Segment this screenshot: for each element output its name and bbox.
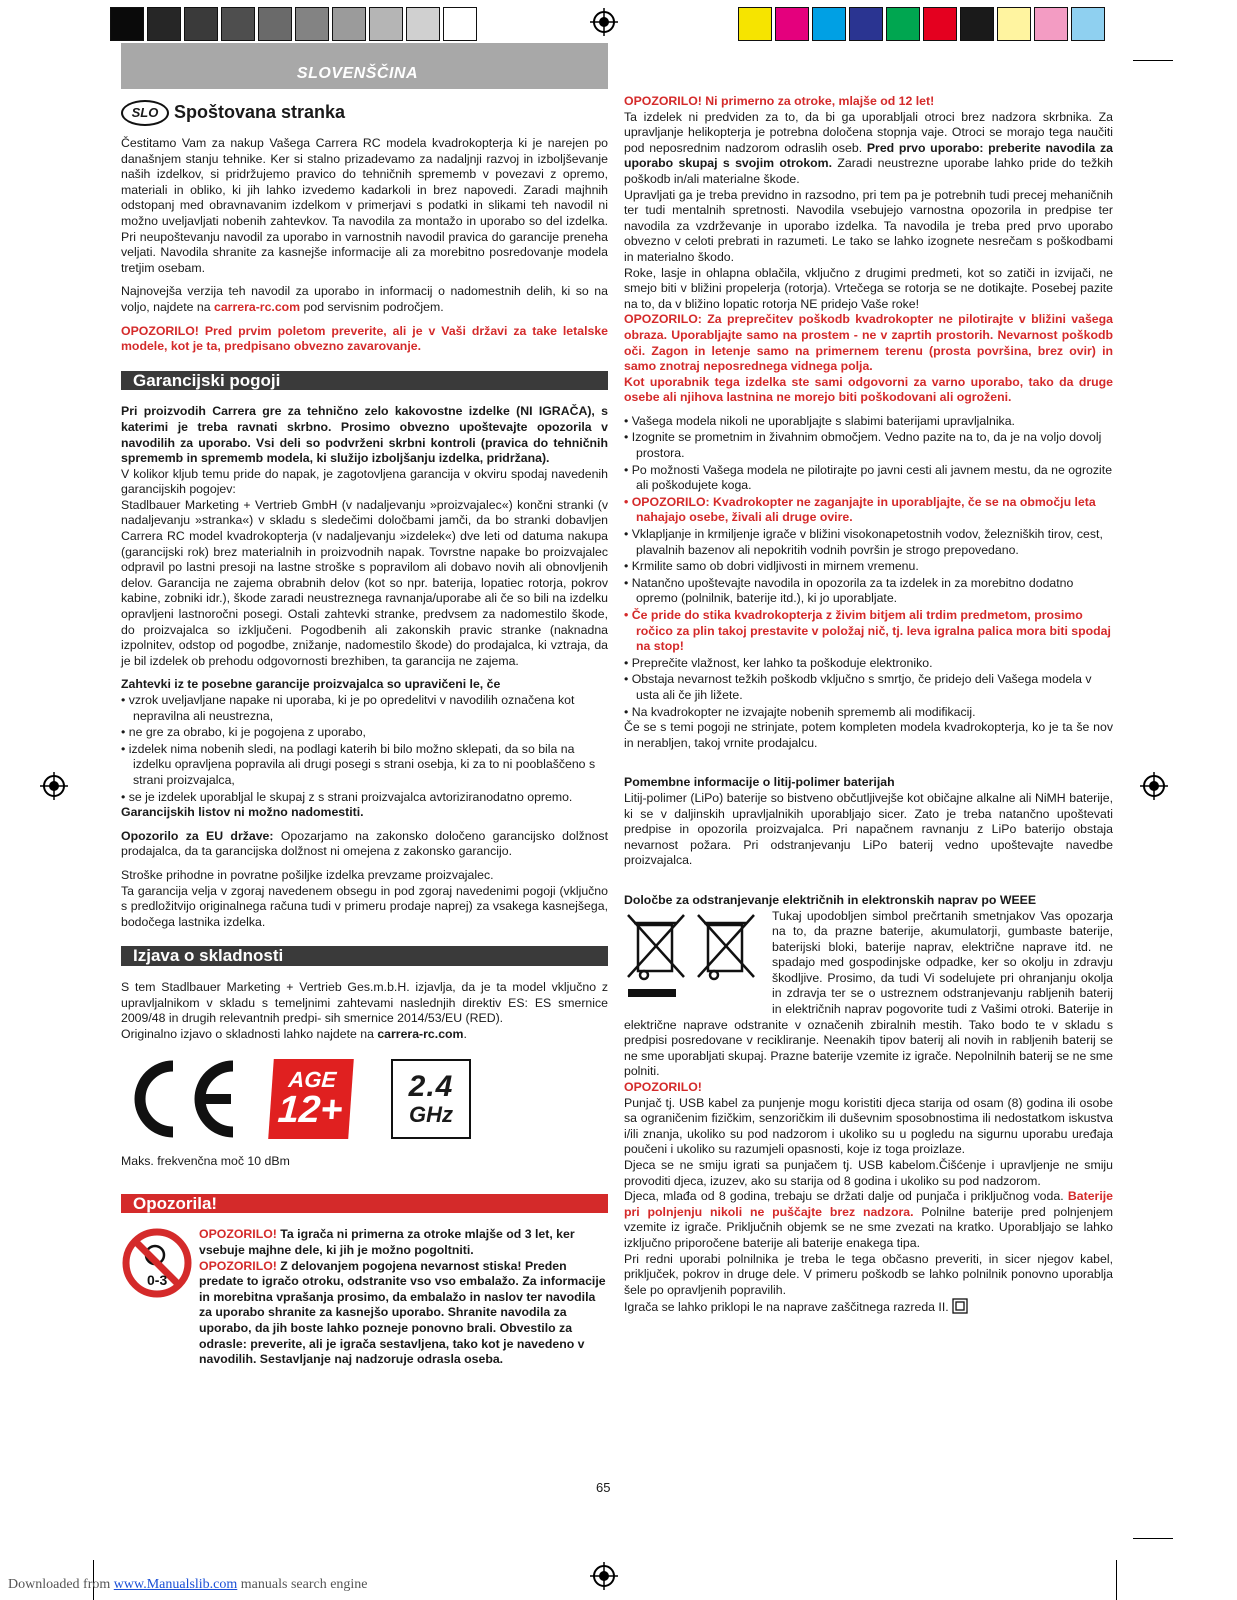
guarantee-paragraph-2: Stadlbauer Marketing + Vertrieb GmbH (v nadaljevanju »proizvajalec«) končni stranki (v nadaljevanju »stranka«) v skladu s sledečimi določbami jamči, da bo stranki dobavljen Carrera RC model kvadrokopterja (v nadaljevanju »izdelek«) dve leti od datuma nakupa (garancijski rok) brez materialnih in proizvodnih napak. Tovrstne napake bo proizvajalec odpravil po lastni presoji na lastne stroške s popravilom ali dobavo novih ali obnovljenih delov. Garancija ne zajema obrabnih delov (kot so npr. baterija, lopatiec rotorja, pokrov kabine, zobniki idr.), škode zaradi neustreznega ravnanja/uporabe ali če so bili na izdelku opravljeni lastnoročni posegi. Ostali zahtevki stranke, predvsem za nadomestilo škode, do proizvajalca so izključeni. Pogodbenih ali zakonskih pravic stranke (naknadna izpolnitev, odstop od pogodbe, znižanje, nadomestilo škode) do prodajalca, ki vztraja, da je bil izdelek ob prehodu odgovornosti brezhiben, ta garancija ne zajema.: [121, 497, 608, 668]
color-swatch: [923, 7, 957, 41]
protection-class-paragraph: Igrača se lahko priklopi le na naprave zaščitnega razreda II.: [624, 1298, 1113, 1316]
left-column: [121, 94, 608, 1368]
color-swatch: [184, 7, 218, 41]
flight-insurance-warning: OPOZORILO! Pred prvim poletom preverite, ali je v Vaši državi za take letalske modele, kot je ta, predpisano obvezno zavarovanje.: [121, 323, 608, 354]
max-power-note: Maks. frekvenčna moč 10 dBm: [121, 1154, 290, 1169]
warnings-heading: Opozorila!: [121, 1194, 608, 1214]
charger-paragraph-2: Djeca se ne smiju igrati sa punjačem tj. USB kabelom.Čišćenje i upravljenje ne smiju provoditi djeca, izuzev, ako su starija od 8 godina i ukoliko su pod nadzorom.: [624, 1158, 1113, 1188]
carrera-link[interactable]: carrera-rc.com: [213, 299, 301, 314]
list-item: • Preprečite vlažnost, ker lahko ta poškoduje elektroniko.: [624, 656, 1113, 672]
charger-paragraph-3: Djeca, mlađa od 8 godina, trebaju se držati dalje od punjača i priključnog voda. Baterije pri polnjenju nikoli ne puščajte brez nadzora. Polnilne baterije pred polnjenjem vzemite iz igrače. Priključnih objemk se ne sme zvezati na kratko. Uporabljajo se lahko izključno priporočene baterije ali baterije enakega tipa.: [624, 1189, 1113, 1250]
guarantee-paragraph-1: V kolikor kljub temu pride do napak, je zagotovljena garancija v okviru spodaj navedenih garancijskih pogojev:: [121, 466, 608, 497]
right-column: [624, 94, 1113, 1316]
language-band: [121, 43, 608, 89]
warn-12-paragraph-1: Ta izdelek ni predviden za to, da bi ga uporabljali otroci brez nadzora skrbnika. Za upravljanje helikopterja je potrebna določena stopnja vaje. Otroci se morajo tega naučiti pod neposrednim nadzorom odraslih oseb. Pred prvo uporabo: preberite navodila za uporabo skupaj s svojim otrokom. Zaradi neustrezne uporabe lahko pride do težkih poškodb in/ali materialne škode.: [624, 109, 1113, 186]
registration-mark-icon: [1140, 772, 1168, 800]
registration-mark-icon: [590, 8, 618, 36]
list-item: • Vašega modela nikoli ne uporabljajte s slabimi baterijami upravljalnika.: [624, 414, 1113, 430]
list-item: • izdelek nima nobenih sledi, na podlagi katerih bi bilo možno sklepati, da so bila na izdelku opravljena popravila ali drugi posegi s strani osebja, ki za to ni pooblaščeno s strani proizvajalca,: [121, 742, 608, 789]
list-item: • Na kvadrokopter ne izvajajte nobenih sprememb ali modifikacij.: [624, 705, 1113, 721]
warn-12-heading: OPOZORILO! Ni primerno za otroke, mlajše od 12 let!: [624, 94, 935, 108]
intro-paragraph: Čestitamo Vam za nakup Vašega Carrera RC modela kvadrokopterja ki je narejen po današnjem stanju tehnike. Ker si stalno prizadevamo za nadaljnji razvoj in izboljševanje naših izdelkov, si pridržujemo pravico do tehničnih sprememb v povezavi z opremo, materiali in obliko, ki jih lahko izvedemo kadarkoli in brez napovedi. Zaradi majhnih odstopanj med obravnavanim izdelkom v primerjavi s podatki in slikami teh navodil ni možno uveljavljati nobenih zahtevkov. Ta navodila za montažo in uporabo so del izdelka. Pri neupoštevanju navodil za uporabo in varnostnih navodil pravica do garancije preneha veljati. Navodila shranite za kasnejše informacije ali za morebitno posredovanje modela tretjim osebam.: [121, 136, 608, 275]
list-item: • Po možnosti Vašega modela ne pilotirajte po javni cesti ali javnem mestu, da ne ogrozite ali poškodujete koga.: [624, 463, 1113, 494]
safety-bullets: [624, 414, 1113, 720]
no-replacement-note: Garancijskih listov ni možno nadomestiti.: [121, 805, 364, 820]
color-swatch: [812, 7, 846, 41]
color-swatch: [886, 7, 920, 41]
warn-12-paragraph-2: Upravljati ga je treba previdno in razsodno, pri tem pa je potrebnih tudi precej mehaničnih ter tudi mentalnih spretnosti. Navodila vsebujejo varnostna opozorila in predpise ter navodila za vzdrževanje in uporabo izdelka. Ta navodila je treba pred prvo uporabo obvezno v celoti prebrati in razumeti. Le tako se lahko izognete nesrečam s poškodbami in materialno škodo.: [624, 187, 1113, 264]
guarantee-bold-paragraph: Pri proizvodih Carrera gre za tehnično zelo kakovostne izdelke (NI IGRAČA), s katerimi je treba ravnati skrbno. Prosimo obvezno upoštevajte opozorila v navodilih za uporabo. Vsi deli so podvrženi skrbni kontroli (pravica do tehničnih sprememb in sprememb modela, ki služijo izboljšanju izdelka, pridržana).: [121, 404, 608, 466]
color-swatch: [258, 7, 292, 41]
color-swatch: [849, 7, 883, 41]
list-item: • vzrok uveljavljane napake ni uporaba, ki je po opredelitvi v navodilih označena kot nepravilna ali neustrezna,: [121, 693, 608, 724]
color-swatch: [738, 7, 772, 41]
list-item: • ne gre za obrabo, ki je pogojena z uporabo,: [121, 725, 608, 741]
manualslib-link[interactable]: www.Manualslib.com: [113, 1577, 238, 1592]
crop-mark: [1133, 60, 1173, 61]
warning-text: OPOZORILO! Ta igrača ni primerna za otroke mlajše od 3 let, ker vsebuje majhne dele, ki jih je možno pogoltniti. OPOZORILO! Z delovanjem pogojena nevarnost stiska! Preden predate to igračo otroku, odstranite vso vso embalažo. Za informacije in morebitna vprašanja prosimo, da embalažo in naslov ter navodila za uporabo shranite za kasnejšo uporabo. Shranite navodila za uporabo, da jih boste lahko pozneje ponovno brali. Obvestilo za odrasle: preverite, ali je igrača sestavljena, tako kot je navedeno v navodilih. Sestavljanje naj nadzoruje odrasla oseba.: [199, 1227, 606, 1367]
weee-paragraph: Tukaj upodobljen simbol prečrtanih smetnjakov Vas opozarja na to, da prazne baterije, akumulatorji, gumbaste baterije, baterijski bloki, baterije naprav, električne naprave itd. ne spadajo med gospodinjske odpadke, ker so okolju in zdravju škodljive. Prosimo, da tudi Vi sodelujete pri ohranjanju okolja in zdravja ter se o ustreznem odstranjevanju rabljenih baterij in električnih naprav pogovorite tudi z Vašimi otroki. Baterije in električne naprave odstranite v označenih zbiralnih mestih. Tako bodo te v skladu s predpisi posredovane v recikliranje. Neenakih tipov baterij ali novih in rabljenih baterij se ne sme uporabljati skupaj. Prazne baterije vzemite iz igrače. Nepolnilnih baterij se ne sme polniti.: [624, 908, 1113, 1079]
color-swatch: [960, 7, 994, 41]
page-title: Spoštovana stranka: [174, 102, 346, 123]
charger-warning-heading: OPOZORILO!: [624, 1080, 702, 1095]
registration-mark-icon: [590, 1562, 618, 1590]
ce-mark-icon: [121, 1054, 241, 1144]
slo-badge: SLO: [121, 100, 169, 126]
crop-mark: [1133, 1538, 1173, 1539]
latest-version-paragraph: Najnovejša verzija teh navodil za uporabo in informacij o nadomestnih delih, ki so na voljo, najdete na carrera-rc.com pod servisnim področjem.: [121, 284, 608, 314]
lipo-heading: Pomembne informacije o litij-polimer baterijah: [624, 775, 895, 790]
crop-mark: [1116, 1560, 1117, 1600]
protection-class-2-icon: [952, 1298, 968, 1314]
language-label: SLOVENŠČINA: [296, 65, 418, 82]
return-paragraph: Če se s temi pogoji ne strinjate, potem kompleten modela kvadrokopterja, ko je ta še nov in nerabljen, takoj vrnite prodajalcu.: [624, 720, 1113, 750]
claims-heading: Zahtevki iz te posebne garancije proizvajalca so upravičeni le, če: [121, 677, 501, 692]
conformity-link-paragraph: Originalno izjavo o skladnosti lahko najdete na carrera-rc.com.: [121, 1026, 467, 1041]
warn-12-paragraph-3: Roke, lasje in ohlapna oblačila, vključno z drugimi predmeti, kot so zatiči in izvijači, ne smejo biti v bližini propelerja (rotorja). Vrtečega se rotorja se ne dotikajte. Posebej pazite na to, da v bližino lopatic rotorja NE pridejo Vaše roke!: [624, 265, 1113, 311]
weee-section: [624, 909, 1113, 1081]
color-swatch: [406, 7, 440, 41]
weee-heading: Določbe za odstranjevanje električnih in elektronskih naprav po WEEE: [624, 892, 1037, 907]
footer: Downloaded from www.Manualslib.com manuals search engine: [8, 1577, 368, 1592]
certification-logos: [121, 1054, 608, 1144]
shipping-paragraph: Stroške prihodne in povratne pošiljke izdelka prevzame proizvajalec.: [121, 867, 494, 882]
color-swatch: [147, 7, 181, 41]
list-item: • Vklapljanje in krmiljenje igrače v bližini visokonapetostnih vodov, železniških tirov, cest, plavalnih bazenov ali nepokritih vodnih površin je strogo prepovedano.: [624, 527, 1113, 558]
crossed-bin-icon: [624, 911, 764, 1001]
list-item: • Izognite se prometnim in živahnim območjem. Vedno pazite na to, da je na voljo dovolj prostora.: [624, 430, 1113, 461]
color-swatch: [295, 7, 329, 41]
color-swatch: [110, 7, 144, 41]
color-swatch: [1034, 7, 1068, 41]
color-swatch: [775, 7, 809, 41]
guarantee-heading: Garancijski pogoji: [121, 371, 608, 391]
title-row: [121, 100, 608, 126]
carrera-link-bold[interactable]: carrera-rc.com: [377, 1026, 464, 1041]
list-item: • Obstaja nevarnost težkih poškodb vključno s smrtjo, če pridejo deli Vašega modela v usta ali če jih ližete.: [624, 672, 1113, 703]
eu-warning-paragraph: Opozorilo za EU države: Opozarjamo na zakonsko določeno garancijsko dolžnost prodajalca, da ta garancijska dolžnost ni omejena z zakonsko garancijo.: [121, 828, 608, 859]
2-4-ghz-icon: 2.4 GHz: [391, 1059, 471, 1139]
page-number: 65: [596, 1480, 611, 1495]
charger-paragraph-4: Pri redni uporabi polnilnika je treba le tega občasno preveriti, in sicer njegov kabel, priključek, pokrov in druge dele. V primeru poškodb se lahko polnilnik ponovno uporablja šele po opravljenih popravilih.: [624, 1251, 1113, 1297]
list-item: • OPOZORILO: Kvadrokopter ne zaganjajte in uporabljajte, če se na območju leta nahajajo osebe, živali ali druge ovire.: [624, 495, 1113, 526]
charger-paragraph-1: Punjač tj. USB kabel za punjenje mogu koristiti djeca starija od osam (8) godina ili osobe sa ograničenim fizičkim, senzoričkim ili duševnim sposobnostima ili nedostatkom iskustva i/ili znanja, ukoliko su pod nadzorom i ukoliko su u pogledu na sigurnu uporabu uređaja poučeni i ukoliko su razumjeli opasnosti, koje iz toga proizlaze.: [624, 1095, 1113, 1157]
face-warning: OPOZORILO: Za preprečitev poškodb kvadrokopter ne pilotirajte v bližini vašega obraza. Uporabljajte samo na prostem - ne v zaprtih prostorih. Nevarnost poškodb oči. Zagon in letenje samo na primernem terenu (prosta površina, brez ovir) in samo znotraj neposrednega vidnega polja.: [624, 312, 1113, 374]
list-item: • Če pride do stika kvadrokopterja z živim bitjem ali trdim predmetom, prosimo ročico za plin takoj prestavite v položaj nič, tj. leva igralna palica mora biti spodaj na stop!: [624, 608, 1113, 655]
conformity-heading: Izjava o skladnosti: [121, 946, 608, 966]
color-swatch: [332, 7, 366, 41]
color-swatch: [221, 7, 255, 41]
color-swatch: [1071, 7, 1105, 41]
responsibility-warning: Kot uporabnik tega izdelka ste sami odgovorni za varno uporabo, tako da druge osebe ali njihova lastnina ne morejo biti poškodovani ali ogroženi.: [624, 374, 1113, 405]
color-swatch: [443, 7, 477, 41]
claims-list: [121, 693, 608, 805]
validity-paragraph: Ta garancija velja v zgoraj navedenem obsegu in pod zgoraj navedenimi pogoji (vključno s predložitvijo originalnega računa tudi v primeru prodaje naprej) za vsakega kasnejšega, bodočega lastnika izdelka.: [121, 883, 608, 929]
color-calibration-bar: [738, 7, 1108, 41]
color-swatch: [997, 7, 1031, 41]
svg-text:0-3: 0-3: [147, 1272, 168, 1289]
lipo-paragraph: Litij-polimer (LiPo) baterije so bistveno občutljivejše kot običajne alkalne ali NiMH baterije, ki se v daljinskih upravljalnikih uporabljajo sicer. Zato je treba natančno upoštevati predpise in opozorila proizvajalca. Pri napačnem ravnanju z LiPo baterijo obstaja nevarnost požara. Pri odstranjevanju LiPo baterij vedno upoštevajte navedbe proizvajalca.: [624, 790, 1113, 868]
conformity-paragraph: S tem Stadlbauer Marketing + Vertrieb Ges.m.b.H. izjavlja, da je ta model vključno z upravljalnikom v skladu s temeljnimi zahtevami naslednjih direktiv ES: ES smernice 2009/48 in drugih relevantnih predpi- sih smernice 2014/53/EU (RED).: [121, 979, 608, 1026]
small-parts-warning: [121, 1227, 608, 1367]
grayscale-calibration-bar: [110, 7, 480, 41]
registration-mark-icon: [40, 772, 68, 800]
age-0-3-prohibited-icon: [121, 1227, 193, 1299]
color-swatch: [369, 7, 403, 41]
list-item: • Natančno upoštevajte navodila in opozorila za ta izdelek in za morebitno dodatno opremo (polnilnik, baterije itd.), ki jo uporabljate.: [624, 576, 1113, 607]
list-item: • se je izdelek uporabljal le skupaj z s strani proizvajalca avtoriziranodatno opremo.: [121, 790, 608, 806]
age-12-plus-icon: AGE 12+: [268, 1059, 354, 1139]
list-item: • Krmilite samo ob dobri vidljivosti in mirnem vremenu.: [624, 559, 1113, 575]
